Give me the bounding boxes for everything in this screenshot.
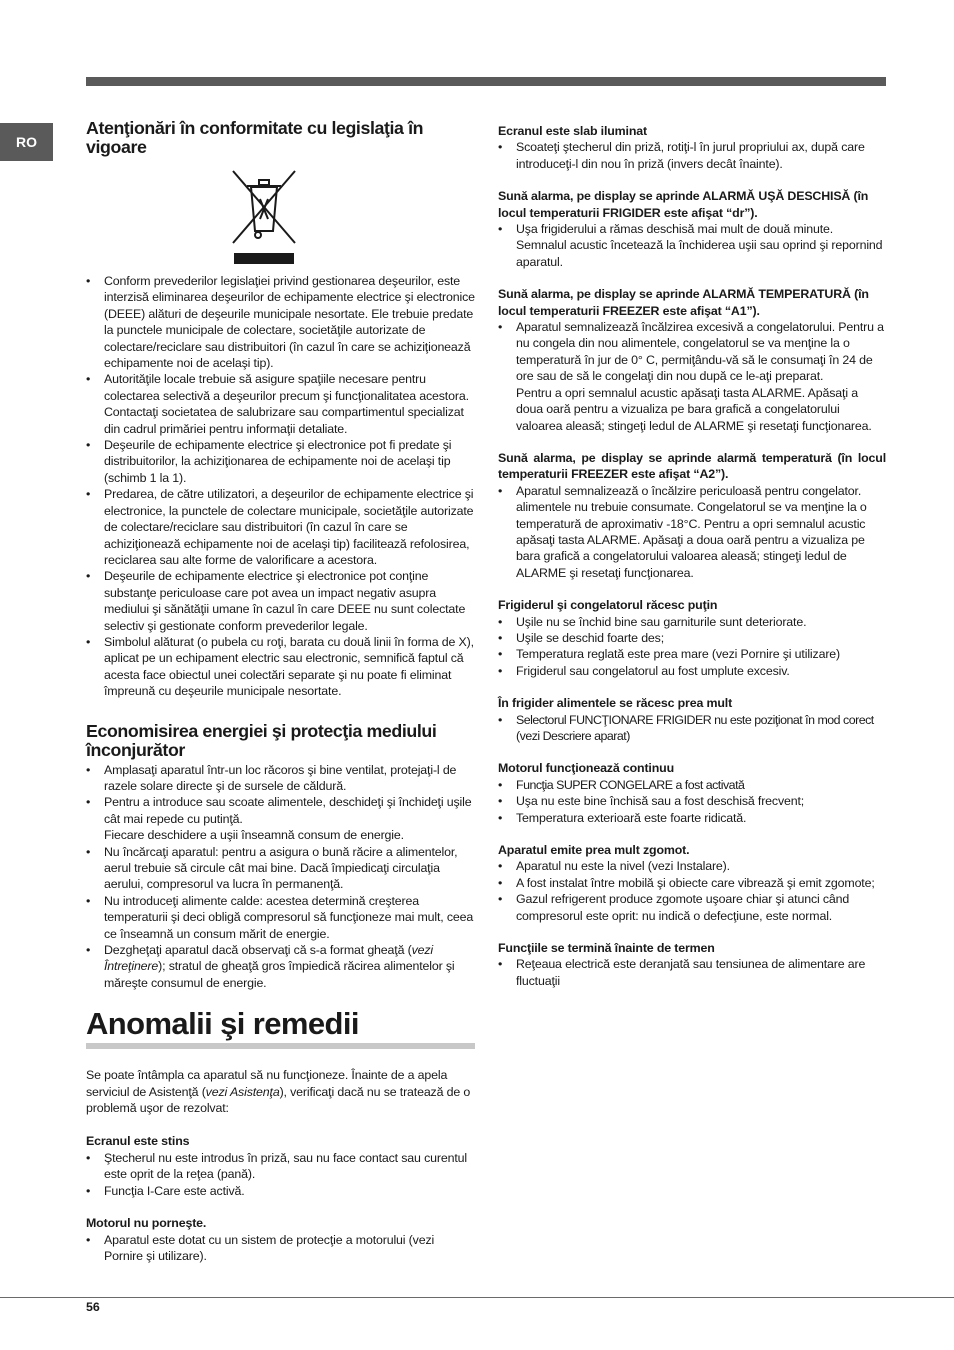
problem-heading: Ecranul este slab iluminat — [498, 124, 647, 138]
defrost-text: Dezgheţaţi aparatul dacă observaţi că s-a format gheaţă ( — [104, 943, 412, 958]
problem-list — [498, 221, 886, 270]
legislation-list — [86, 273, 475, 700]
item-text: Nu încărcaţi aparatul: pentru a asigura o bună răcire a alimentelor, aerul trebuie să circule cât mai bine. Dacă împiedicaţi circulaţia aerului, compresorul va lucra în permanenţă. — [104, 844, 458, 892]
intro-text-end: ), verificaţi dacă nu se tratează de o problemă uşor de rezolvat: — [86, 1084, 471, 1116]
page-number: 56 — [86, 1300, 100, 1314]
defrost-text-end: ); stratul de gheaţă gros împiedică răcirea alimentelor şi măreşte consumul de energie. — [104, 959, 455, 990]
problem-list — [86, 1150, 475, 1199]
anomalies-title: Anomalii şi remedii — [86, 1006, 359, 1042]
problem-list — [498, 712, 886, 745]
list-item: • Aparatul nu este la nivel (vezi Instalare). — [498, 858, 886, 874]
energy-heading: Economisirea energiei şi protecţia mediului înconjurător — [86, 720, 437, 760]
problem-heading: Ecranul este stins — [86, 1134, 190, 1149]
list-item — [86, 893, 475, 942]
list-item: • Autorităţile locale trebuie să asigure spaţiile necesare pentru colectarea selectivă a deşeurilor precum şi funcţionalitatea acestora. Contactaţi societatea de salubrizare sau compartimentul specializat din cadrul primăriei pentru informaţii detaliate. — [86, 371, 475, 437]
list-item: • Funcţia I-Care este activă. — [86, 1183, 475, 1199]
list-item: • Ştecherul nu este introdus în priză, sau nu face contact sau curentul este oprit de la reţea (pană). — [86, 1150, 475, 1183]
list-item: • Scoateţi ştecherul din priză, rotiţi-l în jurul propriului ax, după care introduceţi-l din nou în priză (invers decât înainte). — [498, 139, 886, 172]
problem-list — [498, 319, 886, 434]
list-item — [86, 794, 475, 843]
defrost-ref: vezi Întreţinere — [104, 943, 434, 974]
problem-heading: Frigiderul şi congelatorul răcesc puţin — [498, 598, 718, 613]
list-item: • Aparatul semnalizează o încălzire periculoasă pentru congelator. alimentele nu trebuie consumate. Congelatorul se va menţine la o temperatură de aproximativ -18°C. Pentru a opri semnalul acustic apăsaţi tasta ALARME. Apăsaţi a doua oară pentru a vizualiza pe bara grafică a congelatorului valoarea aleasă; stingeţi ledul de ALARME şi resetaţi funcţionarea. — [498, 483, 886, 581]
language-tab: RO — [0, 123, 53, 161]
left-column — [86, 119, 475, 1264]
intro-text: Se poate întâmpla ca aparatul să nu funcţioneze. Înainte de a apela serviciul de Asistenţă ( — [86, 1068, 448, 1099]
legislation-heading: Atenţionări în conformitate cu legislaţia în vigoare — [86, 118, 424, 157]
list-item: • Uşa nu este bine închisă sau a fost deschisă frecvent; — [498, 793, 886, 809]
problem-heading: Motorul nu porneşte. — [86, 1216, 207, 1231]
list-item: • Aparatul este dotat cu un sistem de protecţie a motorului (vezi Pornire şi utilizare). — [86, 1232, 475, 1265]
problem-heading: Motorul funcţionează continuu — [498, 761, 674, 776]
item-text: Pentru a introduce sau scoate alimentele, deschideţi şi închideţi uşile cât mai repede cu putinţă. — [104, 795, 472, 826]
title-underline — [86, 1043, 475, 1049]
list-item: • Uşa frigiderului a rămas deschisă mai mult de două minute. Semnalul acustic încetează la închiderea uşii sau oprind şi repornind aparatul. — [498, 221, 886, 270]
list-item: • Funcţia SUPER CONGELARE a fost activată — [498, 777, 886, 793]
item-extra: Pentru a opri semnalul acustic apăsaţi tasta ALARME. Apăsaţi a doua oară pentru a vizualiza pe bara grafică a congelatorului valoarea aleasă; stingeţi ledul de ALARME şi resetaţi funcţionarea. — [516, 385, 872, 433]
list-item — [498, 319, 886, 434]
problem-heading: Aparatul emite prea mult zgomot. — [498, 843, 690, 858]
right-column — [498, 123, 886, 989]
item-extra: Fiecare deschidere a uşii înseamnă consum de energie. — [104, 828, 404, 843]
list-item: • Uşile se deschid foarte des; — [498, 630, 886, 646]
problem-heading: Sună alarma, pe display se aprinde ALARMĂ TEMPERATURĂ (în locul temperaturii FREEZER este afişat “A1”). — [498, 287, 869, 318]
list-item: • Temperatura exterioară este foarte ridicată. — [498, 810, 886, 826]
list-item: • Deşeurile de echipamente electrice şi electronice pot conţine substanţe periculoase care pot avea un impact negativ asupra mediului şi sănătăţii umane în cazul în care DEEE nu sunt colectate selectiv şi gestionate conform prevederilor legale. — [86, 568, 475, 634]
problem-list — [498, 139, 886, 172]
list-item: • Simbolul alăturat (o pubela cu roţi, barata cu două linii în forma de X), aplicat pe un echipament electric sau electronic, semnifică faptul că acesta face obiectul unei colectări separate şi nu poate fi eliminat împreună cu deşeurile municipale nesortate. — [86, 634, 475, 700]
list-item: • Predarea, de către utilizatori, a deşeurilor de echipamente electrice şi electronice, la punctele de colectare municipale, societăţile autorizate de colectare/reciclare sau distribuitori (în cazul în care se achiziţionează echipamente noi de acelaşi tip) facilitează refolosirea, reciclarea sau alte forme de valorificare a acestora. — [86, 486, 475, 568]
anomalies-intro — [86, 1067, 475, 1116]
problem-heading: În frigider alimentele se răcesc prea mult — [498, 696, 733, 711]
list-item — [86, 942, 475, 991]
list-item: • Temperatura reglată este prea mare (vezi Pornire şi utilizare) — [498, 646, 886, 662]
problem-list — [498, 777, 886, 826]
list-item: • Frigiderul sau congelatorul au fost umplute excesiv. — [498, 663, 886, 679]
item-text: Nu introduceţi alimente calde: acestea determină creşterea temperaturii şi deci obligă compresorul să funcţioneze mai mult, ceea ce înseamnă un consum mărit de energie. — [104, 893, 474, 941]
footer-rule — [0, 1297, 954, 1298]
item-text: Amplasaţi aparatul într-un loc răcoros şi bine ventilat, protejaţi-l de razele solare directe şi de sursele de căldură. — [104, 762, 457, 793]
list-item — [86, 762, 475, 795]
list-item: • Reţeaua electrică este deranjată sau tensiunea de alimentare are fluctuaţii — [498, 956, 886, 989]
problem-heading: Sună alarma, pe display se aprinde ALARMĂ UŞĂ DESCHISĂ (în locul temperaturii FRIGIDER este afişat “dr”). — [498, 189, 869, 220]
problem-heading: Funcţiile se termină înainte de termen — [498, 941, 715, 956]
list-item: • Deşeurile de echipamente electrice şi electronice pot fi predate şi distribuitorilor, la achiziţionarea de echipamente noi de acelaşi tip (schimb 1 la 1). — [86, 437, 475, 486]
problem-list — [86, 1232, 475, 1265]
problem-list — [498, 614, 886, 680]
list-item: • Gazul refrigerent produce zgomote uşoare chiar şi atunci când compresorul este oprit: nu indică o defecţiune, este normal. — [498, 891, 886, 924]
problem-list — [498, 956, 886, 989]
energy-list — [86, 762, 475, 992]
list-item — [86, 844, 475, 893]
crossed-bin-icon — [231, 169, 297, 265]
problem-list — [498, 483, 886, 581]
intro-ref: vezi Asistenţa — [205, 1084, 280, 1099]
list-item: • Conform prevederilor legislaţiei privind gestionarea deşeurilor, este interzisă eliminarea deşeurilor de echipamente electrice şi electronice (DEEE) alături de deşeurile municipale nesortate. Ele trebuie predate la punctele municipale de colectare, societăţile autorizate de colectare/reciclare sau distribuitori (în cazul în care se achiziţionează echipamente noi de acelaşi tip). — [86, 273, 475, 371]
problem-list — [498, 858, 886, 924]
list-item: • Uşile nu se închid bine sau garniturile sunt deteriorate. — [498, 614, 886, 630]
item-text: Aparatul semnalizează încălzirea excesivă a congelatorului. Pentru a nu congela din nou alimentele, congelatorul se va menţine la o temperatură în jur de 0° C, permiţându-vă să le consumaţi în 24 de ore sau de să le congelaţi din nou după ce le-aţi preparat. — [516, 320, 884, 384]
list-item: • Selectorul FUNCŢIONARE FRIGIDER nu este poziţionat în mod corect (vezi Descriere aparat) — [498, 712, 886, 745]
list-item: • A fost instalat între mobilă şi obiecte care vibrează şi emit zgomote; — [498, 875, 886, 891]
problem-heading: Sună alarma, pe display se aprinde alarmă temperatură (în locul temperaturii FREEZER este afişat “A2”). — [498, 450, 886, 482]
header-rule — [86, 77, 886, 86]
